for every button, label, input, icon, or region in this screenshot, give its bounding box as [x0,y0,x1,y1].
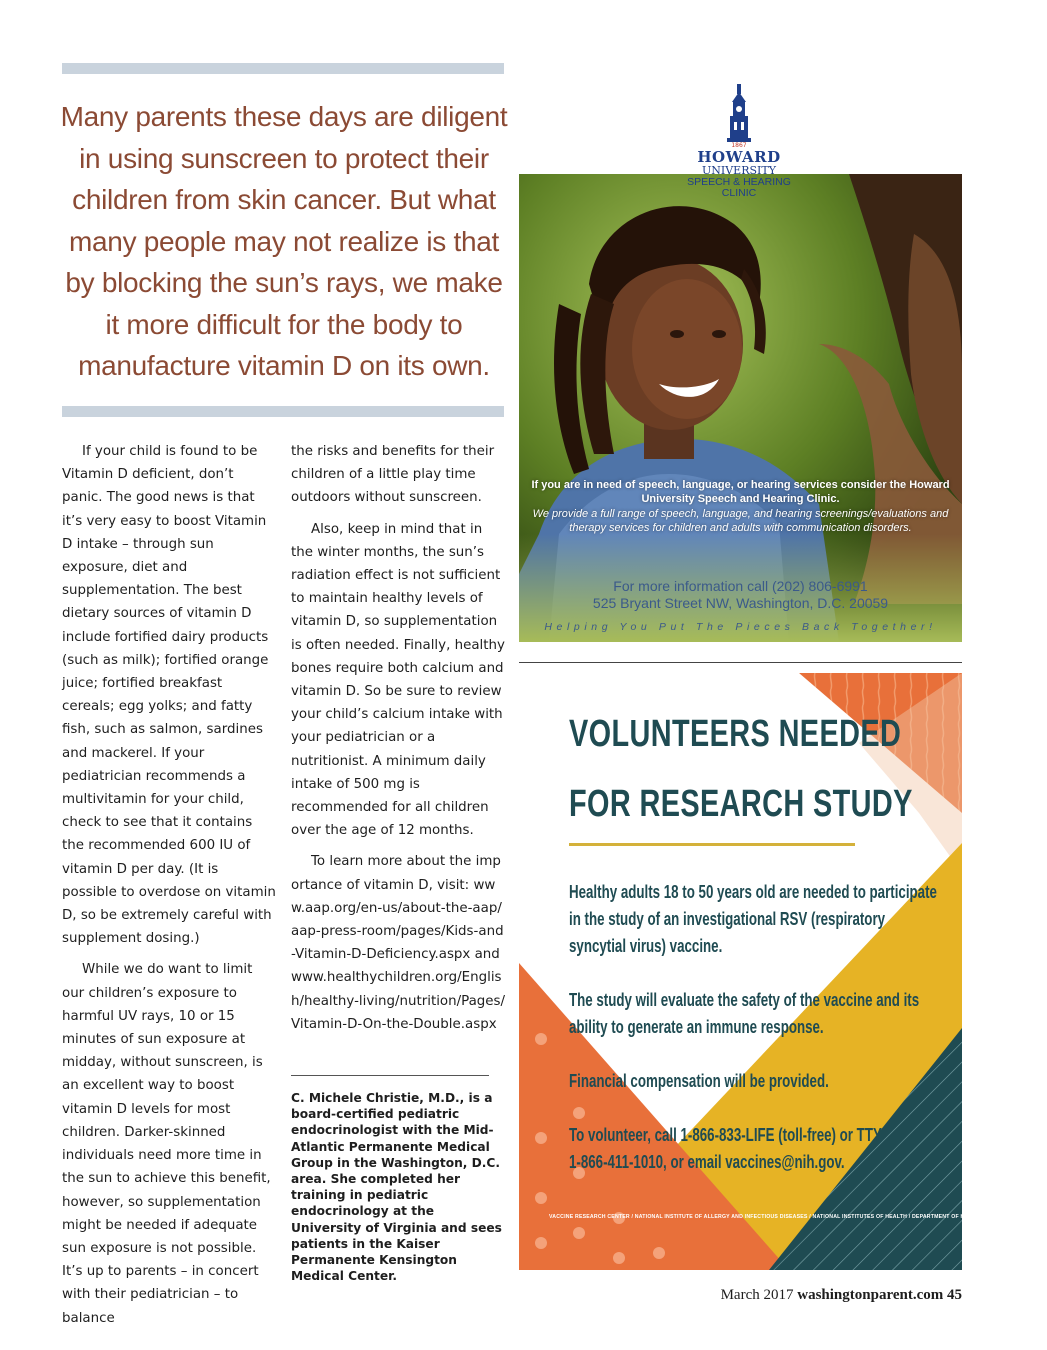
volunteers-eligibility-line: in the study of an investigational RSV (respiratory [569,909,886,929]
volunteers-purpose-line: ability to generate an immune response. [569,1017,824,1037]
page-footer [721,1287,962,1304]
site-name: washingtonparent.com [797,1287,944,1303]
volunteers-eligibility [569,879,937,960]
article-paragraph: While we do want to limit our children’s exposure to harmful UV rays, 10 or 15 minutes of sun exposure at midday, without sunscreen, is an excellent way to boost vitamin D levels for most children. Darker-skinned individuals need more time in the sun to achieve this benefit, however, so supplementation might be needed if adequate sun exposure is not possible. It’s up to parents – in concert with their pediatrician – to balance [62,962,271,1326]
howard-address: 525 Bryant Street NW, Washington, D.C. 20059 [592,595,889,611]
howard-phone: For more information call (202) 806-6991 [613,578,868,594]
issue-date: March 2017 [720,1287,794,1303]
article-column-middle [291,440,505,1044]
volunteers-ad-background [519,673,1047,1270]
child-photo [519,174,962,642]
page-number: 45 [947,1287,962,1303]
child-photo-illustration [519,174,962,642]
logo-year: 1867 [731,142,747,149]
volunteers-eligibility-line: syncytial virus) vaccine. [569,936,723,956]
howard-logo [679,84,799,204]
volunteers-title-rule [569,843,855,846]
howard-contact [519,578,962,612]
logo-clinic: CLINIC [721,187,757,199]
volunteers-eligibility-line: Healthy adults 18 to 50 years old are needed to participate [569,882,937,902]
clock-tower-icon [725,84,753,142]
author-bio: C. Michele Christie, M.D., is a board-certified pediatric endocrinologist with the Mid-Atlantic Permanente Medical Group in the Washington, D.C. area. She completed her training in pediatric endocrinology at the University of Virginia and sees patients in the Kaiser Permanente Kensington Medical Center. [291,1091,502,1284]
pull-quote-top-rule [62,63,504,74]
article-column-left [62,440,276,1338]
logo-speech-hearing: SPEECH & HEARING [687,176,791,188]
volunteers-ad [519,673,1047,1270]
bio-divider [291,1075,489,1076]
article-paragraph: Also, keep in mind that in the winter months, the sun’s radiation effect is not sufficient to maintain healthy levels of vitamin D, so supplementation is often needed. Finally, healthy bones require both calcium and vitamin D. So be sure to review your child’s calcium intake with your pediatrician or a nutritionist. A minimum daily intake of 500 mg is recommended for all children over the age of 12 months. [291,521,505,839]
logo-howard: HOWARD [697,148,781,166]
volunteers-footer: VACCINE RESEARCH CENTER / NATIONAL INSTITUTE OF ALLERGY AND INFECTIOUS DISEASES / NATIONAL INSTITUTES OF HEALTH / DEPARTMENT OF HEALTH AND HUMAN SERVICES [549,1214,1047,1220]
article-paragraph-links: To learn more about the importance of vitamin D, visit: www.aap.org/en-us/about-the-aap/aap-press-room/pages/Kids-and-Vitamin-D-Deficiency.aspx and www.healthychildren.org/English/healthy-living/nutrition/Pages/Vitamin-D-On-the-Double.aspx [291,854,506,1032]
pull-quote-bottom-rule [62,406,504,417]
article-paragraph: the risks and benefits for their children of a little play time outdoors without sunscreen. [291,444,495,506]
volunteers-compensation [569,1068,829,1095]
caption-bold: If you are in need of speech, language, or hearing services consider the Howard University Speech and Hearing Clinic. [531,479,950,506]
article-paragraph: If your child is found to be Vitamin D deficient, don’t panic. The good news is that it’s very easy to boost Vitamin D intake – through sun exposure, diet and supplementation. The best dietary sources of vitamin D include fortified dairy products (such as milk); fortified orange juice; fortified breakfast cereals; egg yolks; and fatty fish, such as salmon, sardines and mackerel. If your pediatrician recommends a multivitamin for your child, check to see that it contains the recommended 600 IU of vitamin D per day. (It is possible to overdose on vitamin D, so be extremely careful with supplement dosing.) [62,444,276,947]
photo-caption [529,478,952,536]
volunteers-purpose-line: The study will evaluate the safety of the vaccine and its [569,990,920,1010]
volunteers-compensation-line: Financial compensation will be provided. [569,1071,829,1091]
volunteers-contact-line: 1-866-411-1010, or email vaccines@nih.gov. [569,1152,845,1172]
logo-university: UNIVERSITY [702,164,776,177]
howard-tagline: Helping You Put The Pieces Back Together! [544,621,937,633]
volunteers-contact-line: To volunteer, call 1-866-833-LIFE (toll-free) or TTY [569,1125,882,1145]
howard-clinic-ad [519,84,962,644]
volunteers-title-line1: VOLUNTEERS NEEDED [569,713,902,755]
volunteers-contact [569,1122,882,1176]
volunteers-study-purpose [569,987,919,1041]
pull-quote: Many parents these days are diligent in using sunscreen to protect their children from skin cancer. But what many people may not realize is that by blocking the sun’s rays, we make it more difficult for the body to manufacture vitamin D on its own. [60,101,508,381]
caption-italic: We provide a full range of speech, language, and hearing screenings/evaluations and therapy services for children and adults with communication disorders. [532,507,949,535]
volunteers-title-line2: FOR RESEARCH STUDY [569,783,913,825]
ad-separator [519,662,962,663]
